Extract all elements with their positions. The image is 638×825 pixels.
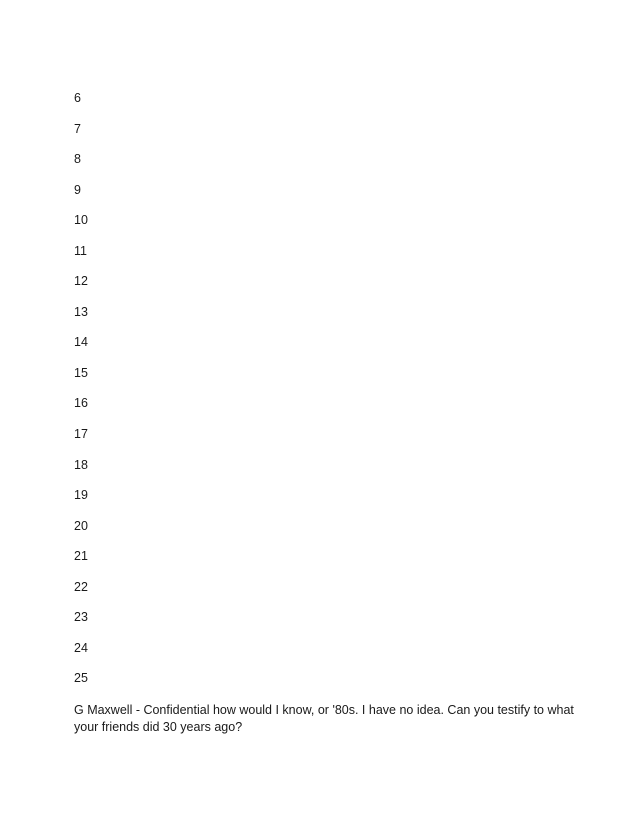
line-number: 9 (74, 182, 81, 197)
line-number: 6 (74, 91, 81, 105)
line-number: 11 (74, 243, 87, 258)
line-number: 16 (74, 396, 88, 411)
line-number: 15 (74, 365, 88, 380)
line-number: 22 (74, 579, 88, 594)
line-number: 21 (74, 549, 88, 564)
line-number: 7 (74, 121, 81, 136)
line-number: 8 (74, 152, 81, 167)
line-number: 23 (74, 610, 88, 625)
confidential-footer-text: G Maxwell - Confidential how would I know, or '80s. I have no idea. Can you testify to what your friends did 30 years ago? (74, 703, 574, 734)
line-number: 19 (74, 488, 88, 503)
line-number: 17 (74, 427, 88, 442)
line-number: 24 (74, 640, 88, 655)
line-number: 14 (74, 335, 88, 350)
line-number: 13 (74, 304, 88, 319)
line-number-column (74, 91, 88, 702)
line-number: 18 (74, 457, 88, 472)
line-number: 10 (74, 213, 88, 228)
line-number: 20 (74, 518, 88, 533)
line-number: 25 (74, 671, 88, 686)
line-number: 12 (74, 274, 88, 289)
